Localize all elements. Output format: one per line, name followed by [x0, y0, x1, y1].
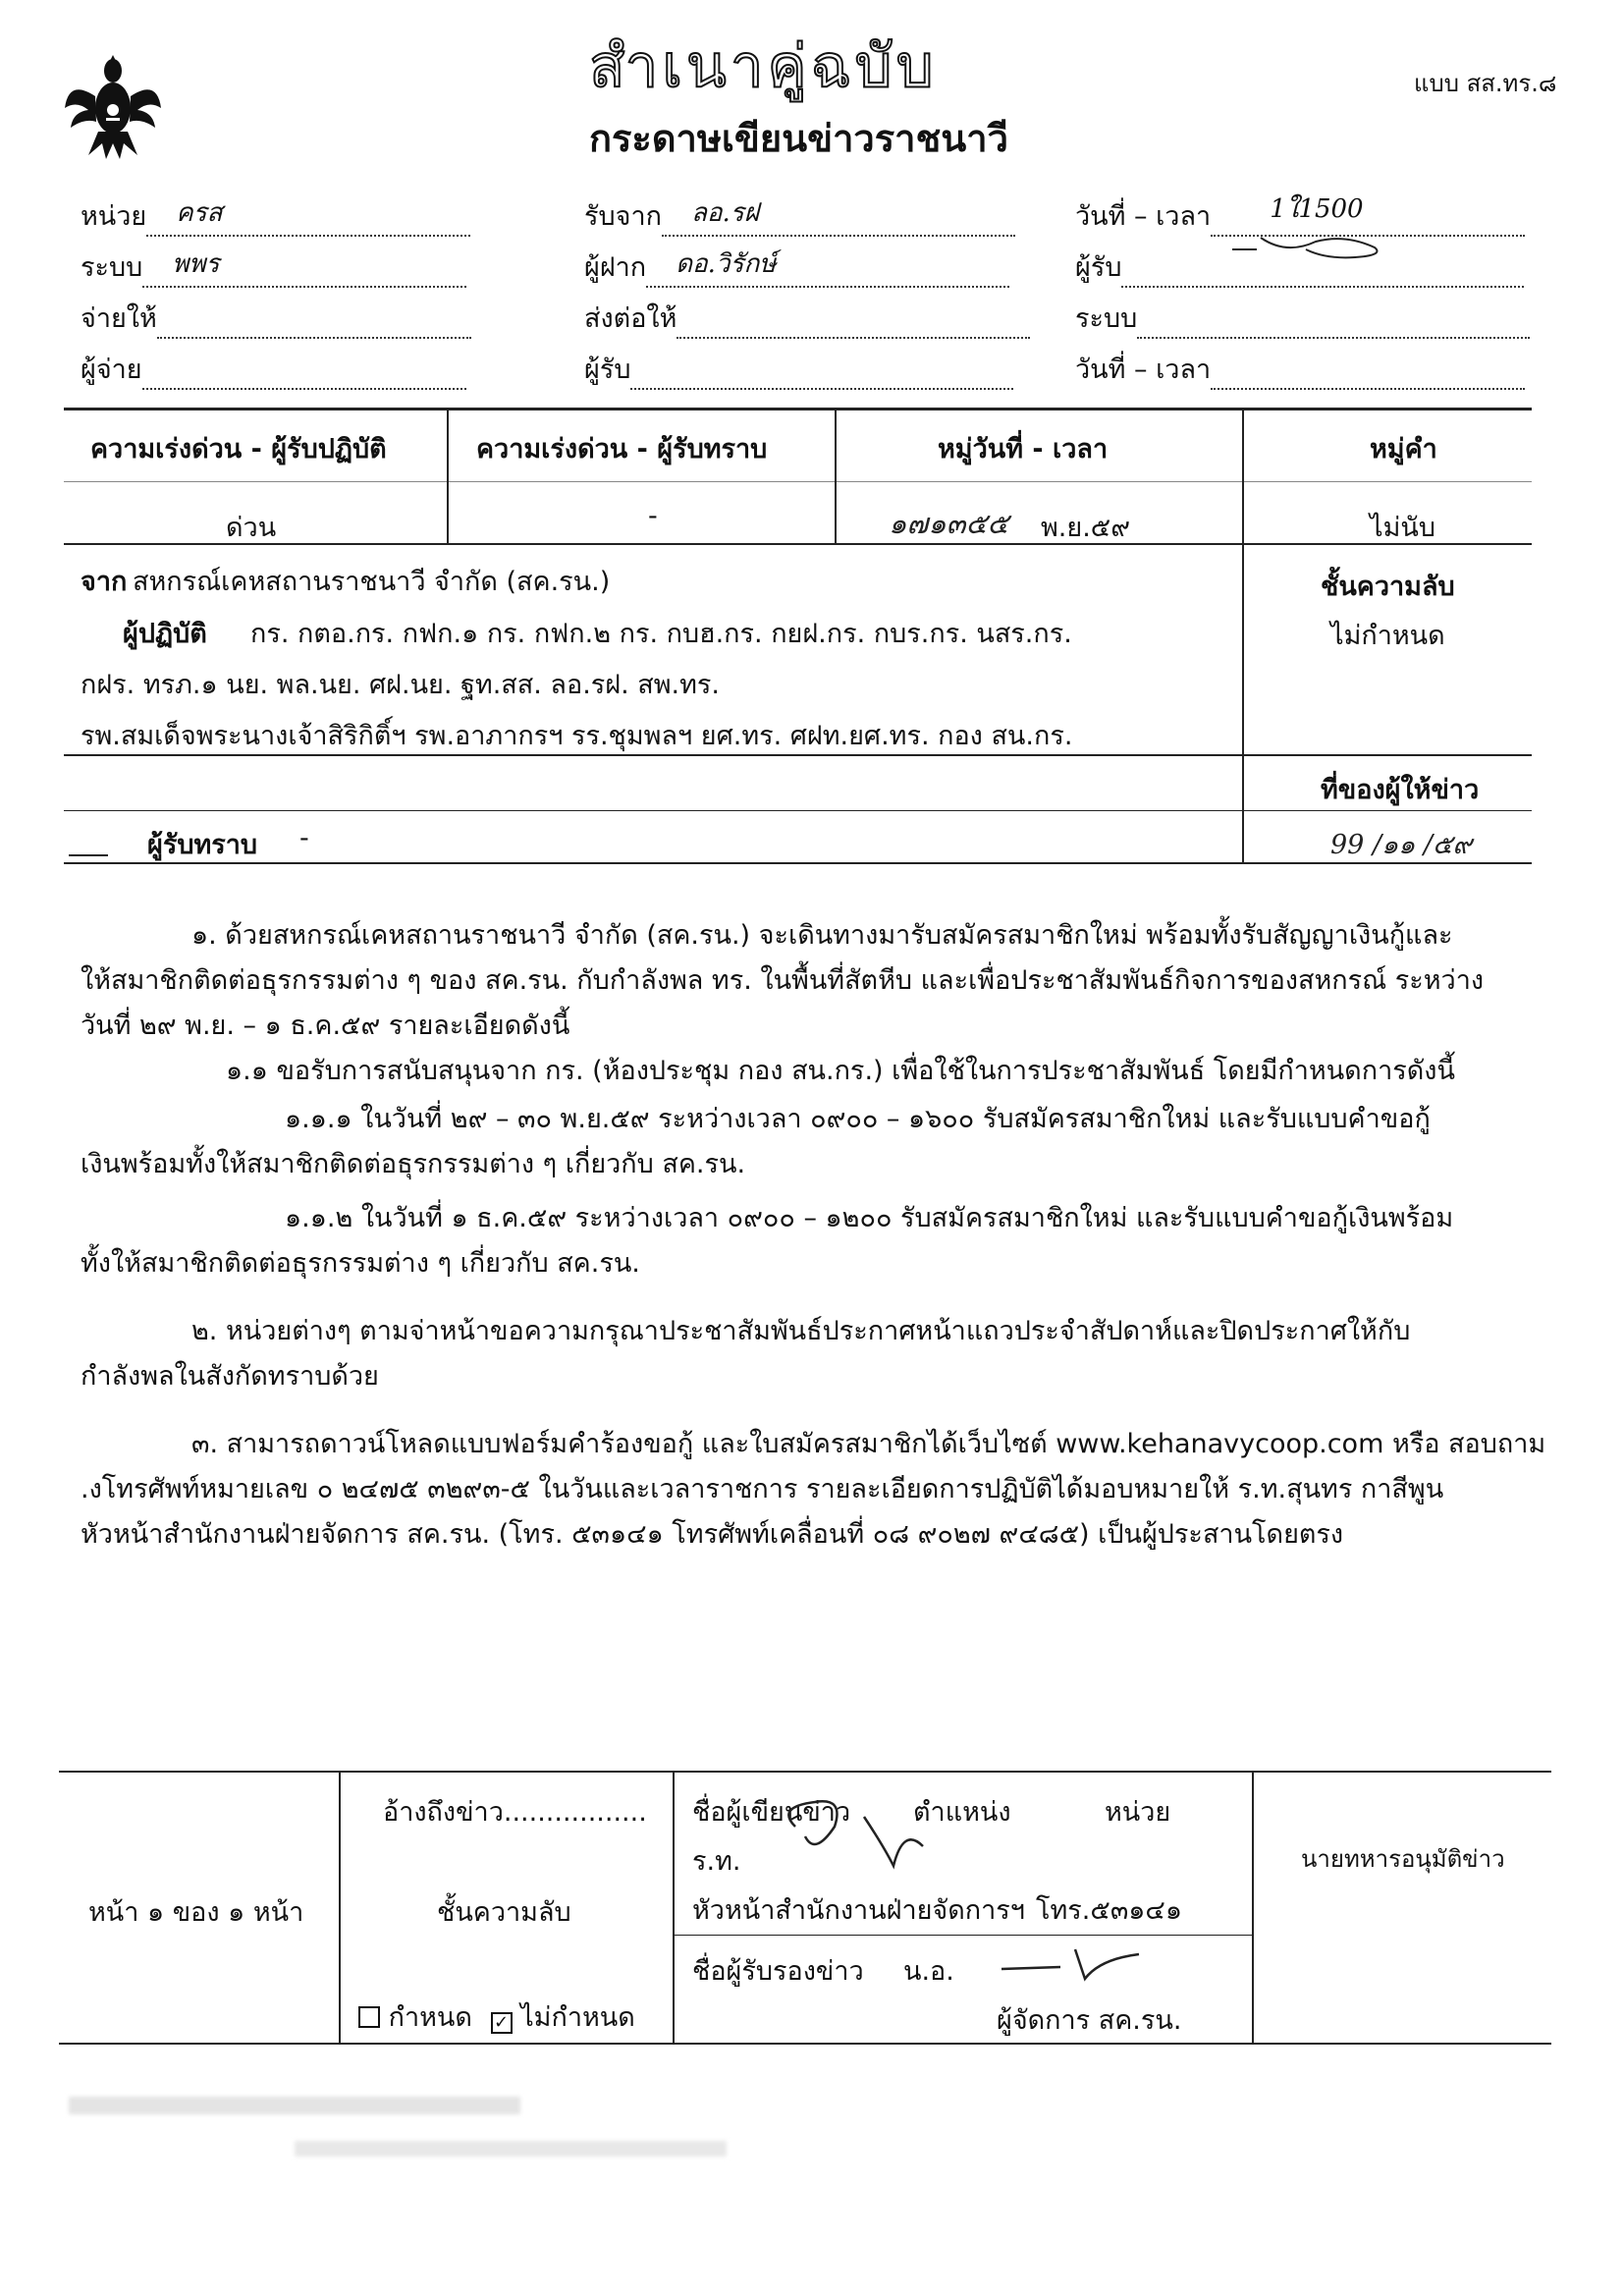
table-head-line	[64, 481, 1532, 482]
unit-value: ครส	[176, 198, 223, 228]
receiver-field	[584, 348, 1013, 390]
secrecy-options	[358, 1995, 635, 2038]
checkbox-defined[interactable]	[358, 2006, 380, 2028]
payer-label: ผู้จ่าย	[81, 355, 142, 385]
info-label: ผู้รับทราบ	[147, 830, 258, 860]
col1-value: ด่วน	[226, 513, 277, 543]
para-1-line-1: ๑. ด้วยสหกรณ์เคหสถานราชนาวี จำกัด (สค.รน.) จะเดินทางมารับสมัครสมาชิกใหม่ พร้อมทั้งรับสัญญาเงินกู้และ	[191, 920, 1453, 951]
page-indicator: หน้า ๑ ของ ๑ หน้า	[88, 1897, 304, 1928]
datetime2-field	[1075, 348, 1525, 390]
para-1-1-1-line-1: ๑.๑.๑ ในวันที่ ๒๙ – ๓๐ พ.ย.๕๙ ระหว่างเวลา ๐๙๐๐ – ๑๖๐๐ รับสมัครสมาชิกใหม่ และรับแบบคำขอกู้	[285, 1104, 1431, 1134]
action-label: ผู้ปฏิบัติ	[123, 619, 207, 649]
action-line2: กฝร. ทรภ.๑ นย. พล.นย. ศฝ.นย. ฐท.สส. ลอ.รฝ. สพ.ทร.	[81, 670, 721, 700]
depositor-label: ผู้ฝาก	[584, 252, 647, 283]
table-row3-line	[64, 810, 1532, 811]
table-vline-3	[1242, 410, 1244, 864]
col3-value: ๑๗๑๓๕๕	[889, 507, 1009, 540]
writer-label: ชื่อผู้เขียนข่าว	[692, 1797, 851, 1828]
col1-head: ความเร่งด่วน - ผู้รับปฏิบัติ	[90, 434, 387, 465]
certifier-position: ผู้จัดการ สค.รน.	[997, 2005, 1182, 2036]
col2-value: -	[648, 501, 658, 531]
col4-value: ไม่นับ	[1370, 513, 1435, 543]
certifier-label: ชื่อผู้รับรองข่าว	[692, 1956, 864, 1987]
payer-field	[81, 348, 466, 390]
from-label: จาก	[81, 567, 128, 597]
footer-vline-3	[1252, 1771, 1254, 2045]
writer-position: หัวหน้าสำนักงานฝ่ายจัดการฯ	[692, 1895, 1025, 1926]
garuda-emblem-icon	[59, 49, 167, 167]
system-field	[81, 246, 466, 288]
col3-head: หมู่วันที่ - เวลา	[938, 434, 1109, 465]
system-label: ระบบ	[81, 252, 143, 283]
datetime-label: วันที่ – เวลา	[1075, 201, 1212, 232]
datetime-value: 1ใ1500	[1270, 194, 1364, 224]
approver-label: นายทหารอนุมัติข่าว	[1301, 1845, 1505, 1873]
system2-field	[1075, 297, 1530, 339]
action-line3: รพ.สมเด็จพระนางเจ้าสิริกิติ์ฯ รพ.อาภากรฯ รร.ชุมพลฯ ยศ.ทร. ศฝท.ยศ.ทร. กอง สน.กร.	[81, 721, 1073, 751]
from-value: สหกรณ์เคหสถานราชนาวี จำกัด (สค.รน.)	[133, 567, 611, 597]
receiver-signature	[1227, 228, 1394, 267]
writer-phone: โทร.๕๓๑๔๑	[1036, 1895, 1182, 1926]
ref-value: 99 /๑๑ /๕๙	[1330, 830, 1473, 860]
secrecy-value: ไม่กำหนด	[1330, 621, 1445, 651]
copy-stamp: สำเนาคู่ฉบับ	[589, 32, 938, 101]
footer-bottom-line	[59, 2043, 1551, 2045]
bleed-through-mark	[69, 2097, 520, 2114]
position-label: ตำแหน่ง	[913, 1797, 1011, 1828]
certifier-signature	[992, 1940, 1149, 1989]
footer-vline-2	[673, 1771, 675, 2045]
para-3-line-3: หัวหน้าสำนักงานฝ่ายจัดการ สค.รน. (โทร. ๕๓๑๔๑ โทรศัพท์เคลื่อนที่ ๐๘ ๙๐๒๗ ๙๔๘๕) เป็นผู้ประสานโดยตรง	[81, 1519, 1344, 1550]
system2-label: ระบบ	[1075, 303, 1138, 334]
form-code: แบบ สส.ทร.๘	[1414, 70, 1557, 97]
para-1-1: ๑.๑ ขอรับการสนับสนุนจาก กร. (ห้องประชุม กอง สน.กร.) เพื่อใช้ในการประชาสัมพันธ์ โดยมีกำหนดการดังนี้	[226, 1056, 1455, 1086]
table-bottom-line	[64, 862, 1532, 864]
bleed-through-mark-2	[295, 2141, 727, 2157]
para-1-line-3: วันที่ ๒๙ พ.ย. – ๑ ธ.ค.๕๙ รายละเอียดดังนี้	[81, 1011, 570, 1041]
footer-secrecy: ชั้นความลับ	[437, 1897, 571, 1928]
writer-rank: ร.ท.	[692, 1846, 741, 1877]
recv-from-label: รับจาก	[584, 201, 662, 232]
certifier-rank: น.อ.	[903, 1956, 954, 1987]
para-3-line-2: .งโทรศัพท์หมายเลข ๐ ๒๔๗๕ ๓๒๙๓-๕ ในวันและเวลาราชการ รายละเอียดการปฏิบัติได้มอบหมายให้ ร.ท.สุนทร กาสีพูน	[81, 1474, 1444, 1504]
recv-from-value: ลอ.รฝ	[690, 198, 759, 228]
receiver-label: ผู้รับ	[584, 355, 631, 385]
receiver2-label: ผู้รับ	[1075, 252, 1122, 283]
opt-undefined-label: ไม่กำหนด	[520, 2002, 635, 2033]
depositor-value: ดอ.วิรักษ์	[676, 249, 777, 279]
table-vline-2	[835, 410, 837, 544]
forward-field	[584, 297, 1030, 339]
col3-suffix: พ.ย.๕๙	[1041, 513, 1130, 543]
para-2-line-2: กำลังพลในสังกัดทราบด้วย	[81, 1361, 379, 1392]
info-value: -	[299, 823, 309, 853]
ref-message: อ้างถึงข่าว.................	[383, 1797, 647, 1828]
pay-to-label: จ่ายให้	[81, 303, 157, 334]
unit-label: หน่วย	[81, 201, 147, 232]
table-row1-line	[64, 543, 1532, 545]
para-2-line-1: ๒. หน่วยต่างๆ ตามจ่าหน้าขอความกรุณาประชาสัมพันธ์ประกาศหน้าแถวประจำสัปดาห์และปิดประกาศให้กับ	[191, 1316, 1411, 1346]
ref-head: ที่ของผู้ให้ข่าว	[1321, 775, 1480, 805]
unit-field	[81, 194, 470, 237]
info-dash	[69, 854, 108, 856]
para-1-1-2-line-1: ๑.๑.๒ ในวันที่ ๑ ธ.ค.๕๙ ระหว่างเวลา ๐๙๐๐ – ๑๒๐๐ รับสมัครสมาชิกใหม่ และรับแบบคำขอกู้เงินพร้อม	[285, 1203, 1454, 1233]
footer-unit-label: หน่วย	[1105, 1797, 1171, 1828]
para-1-1-2-line-2: ทั้งให้สมาชิกติดต่อธุรกรรมต่าง ๆ เกี่ยวกับ สค.รน.	[81, 1248, 640, 1279]
para-1-1-1-line-2: เงินพร้อมทั้งให้สมาชิกติดต่อธุรกรรมต่าง ๆ เกี่ยวกับ สค.รน.	[81, 1149, 746, 1179]
forward-label: ส่งต่อให้	[584, 303, 677, 334]
footer-top-line	[59, 1771, 1551, 1773]
pay-to-field	[81, 297, 471, 339]
col4-head: หมู่คำ	[1370, 434, 1437, 465]
table-top-line	[64, 408, 1532, 410]
opt-defined-label: กำหนด	[388, 2002, 472, 2033]
datetime2-label: วันที่ – เวลา	[1075, 355, 1212, 385]
recv-from-field	[584, 194, 1015, 237]
secrecy-head: ชั้นความลับ	[1321, 572, 1455, 602]
depositor-field	[584, 246, 1009, 288]
writer-signature	[756, 1787, 952, 1876]
checkbox-undefined-checked[interactable]: ✓	[491, 2012, 513, 2034]
col2-head: ความเร่งด่วน - ผู้รับทราบ	[476, 434, 768, 465]
para-3-line-1: ๓. สามารถดาวน์โหลดแบบฟอร์มคำร้องขอกู้ และใบสมัครสมาชิกได้เว็บไซต์ www.kehanavycoop.com หรือ สอบถาม	[191, 1429, 1546, 1459]
footer-mid-line	[675, 1935, 1252, 1936]
para-1-line-2: ให้สมาชิกติดต่อธุรกรรมต่าง ๆ ของ สค.รน. กับกำลังพล ทร. ในพื้นที่สัตหีบ และเพื่อประชาสัมพันธ์กิจการของสหกรณ์ ระหว่าง	[81, 965, 1485, 996]
system-value: พพร	[172, 249, 220, 279]
page-title: กระดาษเขียนข่าวราชนาวี	[589, 117, 1008, 160]
footer-vline-1	[339, 1771, 341, 2045]
table-vline-1	[447, 410, 449, 544]
action-line1: กร. กตอ.กร. กฟก.๑ กร. กฟก.๒ กร. กบฮ.กร. กยฝ.กร. กบร.กร. นสร.กร.	[250, 619, 1072, 649]
